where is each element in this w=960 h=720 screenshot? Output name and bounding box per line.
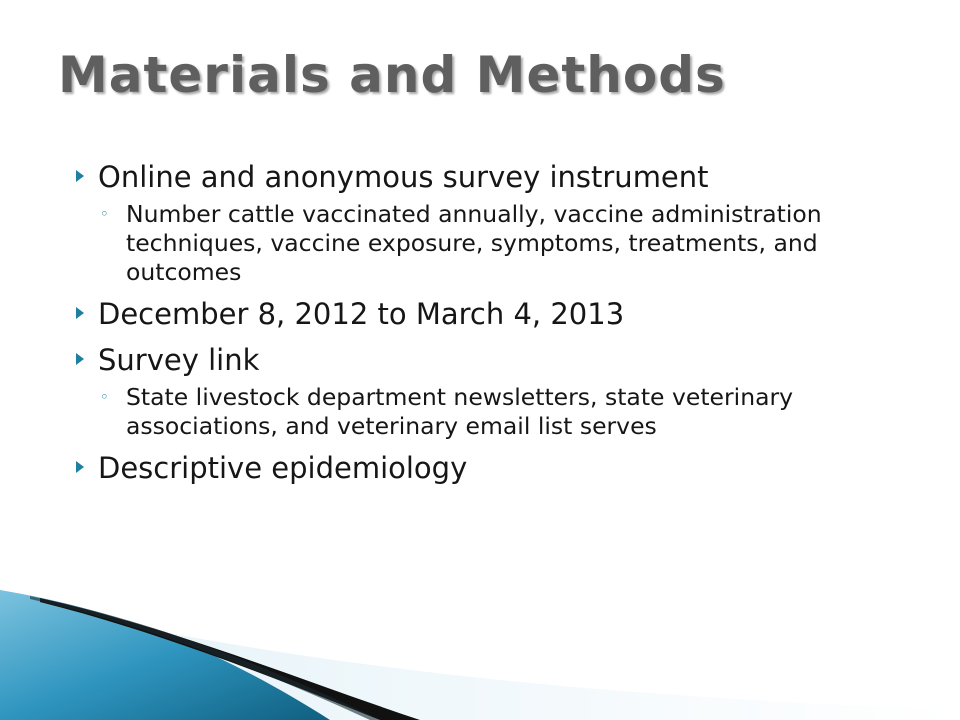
wave-decoration bbox=[0, 580, 960, 720]
bullet-item bbox=[76, 449, 896, 487]
slide-title: Materials and Methods bbox=[58, 46, 726, 104]
bullet-text: December 8, 2012 to March 4, 2013 bbox=[98, 297, 625, 331]
ring-bullet-icon: ◦ bbox=[100, 388, 109, 406]
bullet-item bbox=[76, 295, 896, 333]
triangle-right-bullet-icon bbox=[76, 461, 84, 473]
triangle-right-bullet-icon bbox=[76, 307, 84, 319]
triangle-right-bullet-icon bbox=[76, 170, 84, 182]
sub-bullet-text: Number cattle vaccinated annually, vaccine administration techniques, vaccine exposure, symptoms, treatments, and outcomes bbox=[126, 200, 822, 286]
ring-bullet-icon: ◦ bbox=[100, 205, 109, 223]
bullet-text: Online and anonymous survey instrument bbox=[98, 160, 709, 194]
bullet-text: Survey link bbox=[98, 343, 260, 377]
sub-bullet-item bbox=[100, 383, 896, 441]
bullet-list bbox=[76, 158, 896, 487]
sub-bullet-item bbox=[100, 200, 896, 287]
sub-bullet-text: State livestock department newsletters, state veterinary associations, and veterinary email list serves bbox=[126, 383, 794, 440]
bullet-text: Descriptive epidemiology bbox=[98, 451, 468, 485]
triangle-right-bullet-icon bbox=[76, 353, 84, 365]
bullet-item bbox=[76, 158, 896, 196]
bullet-item bbox=[76, 341, 896, 379]
